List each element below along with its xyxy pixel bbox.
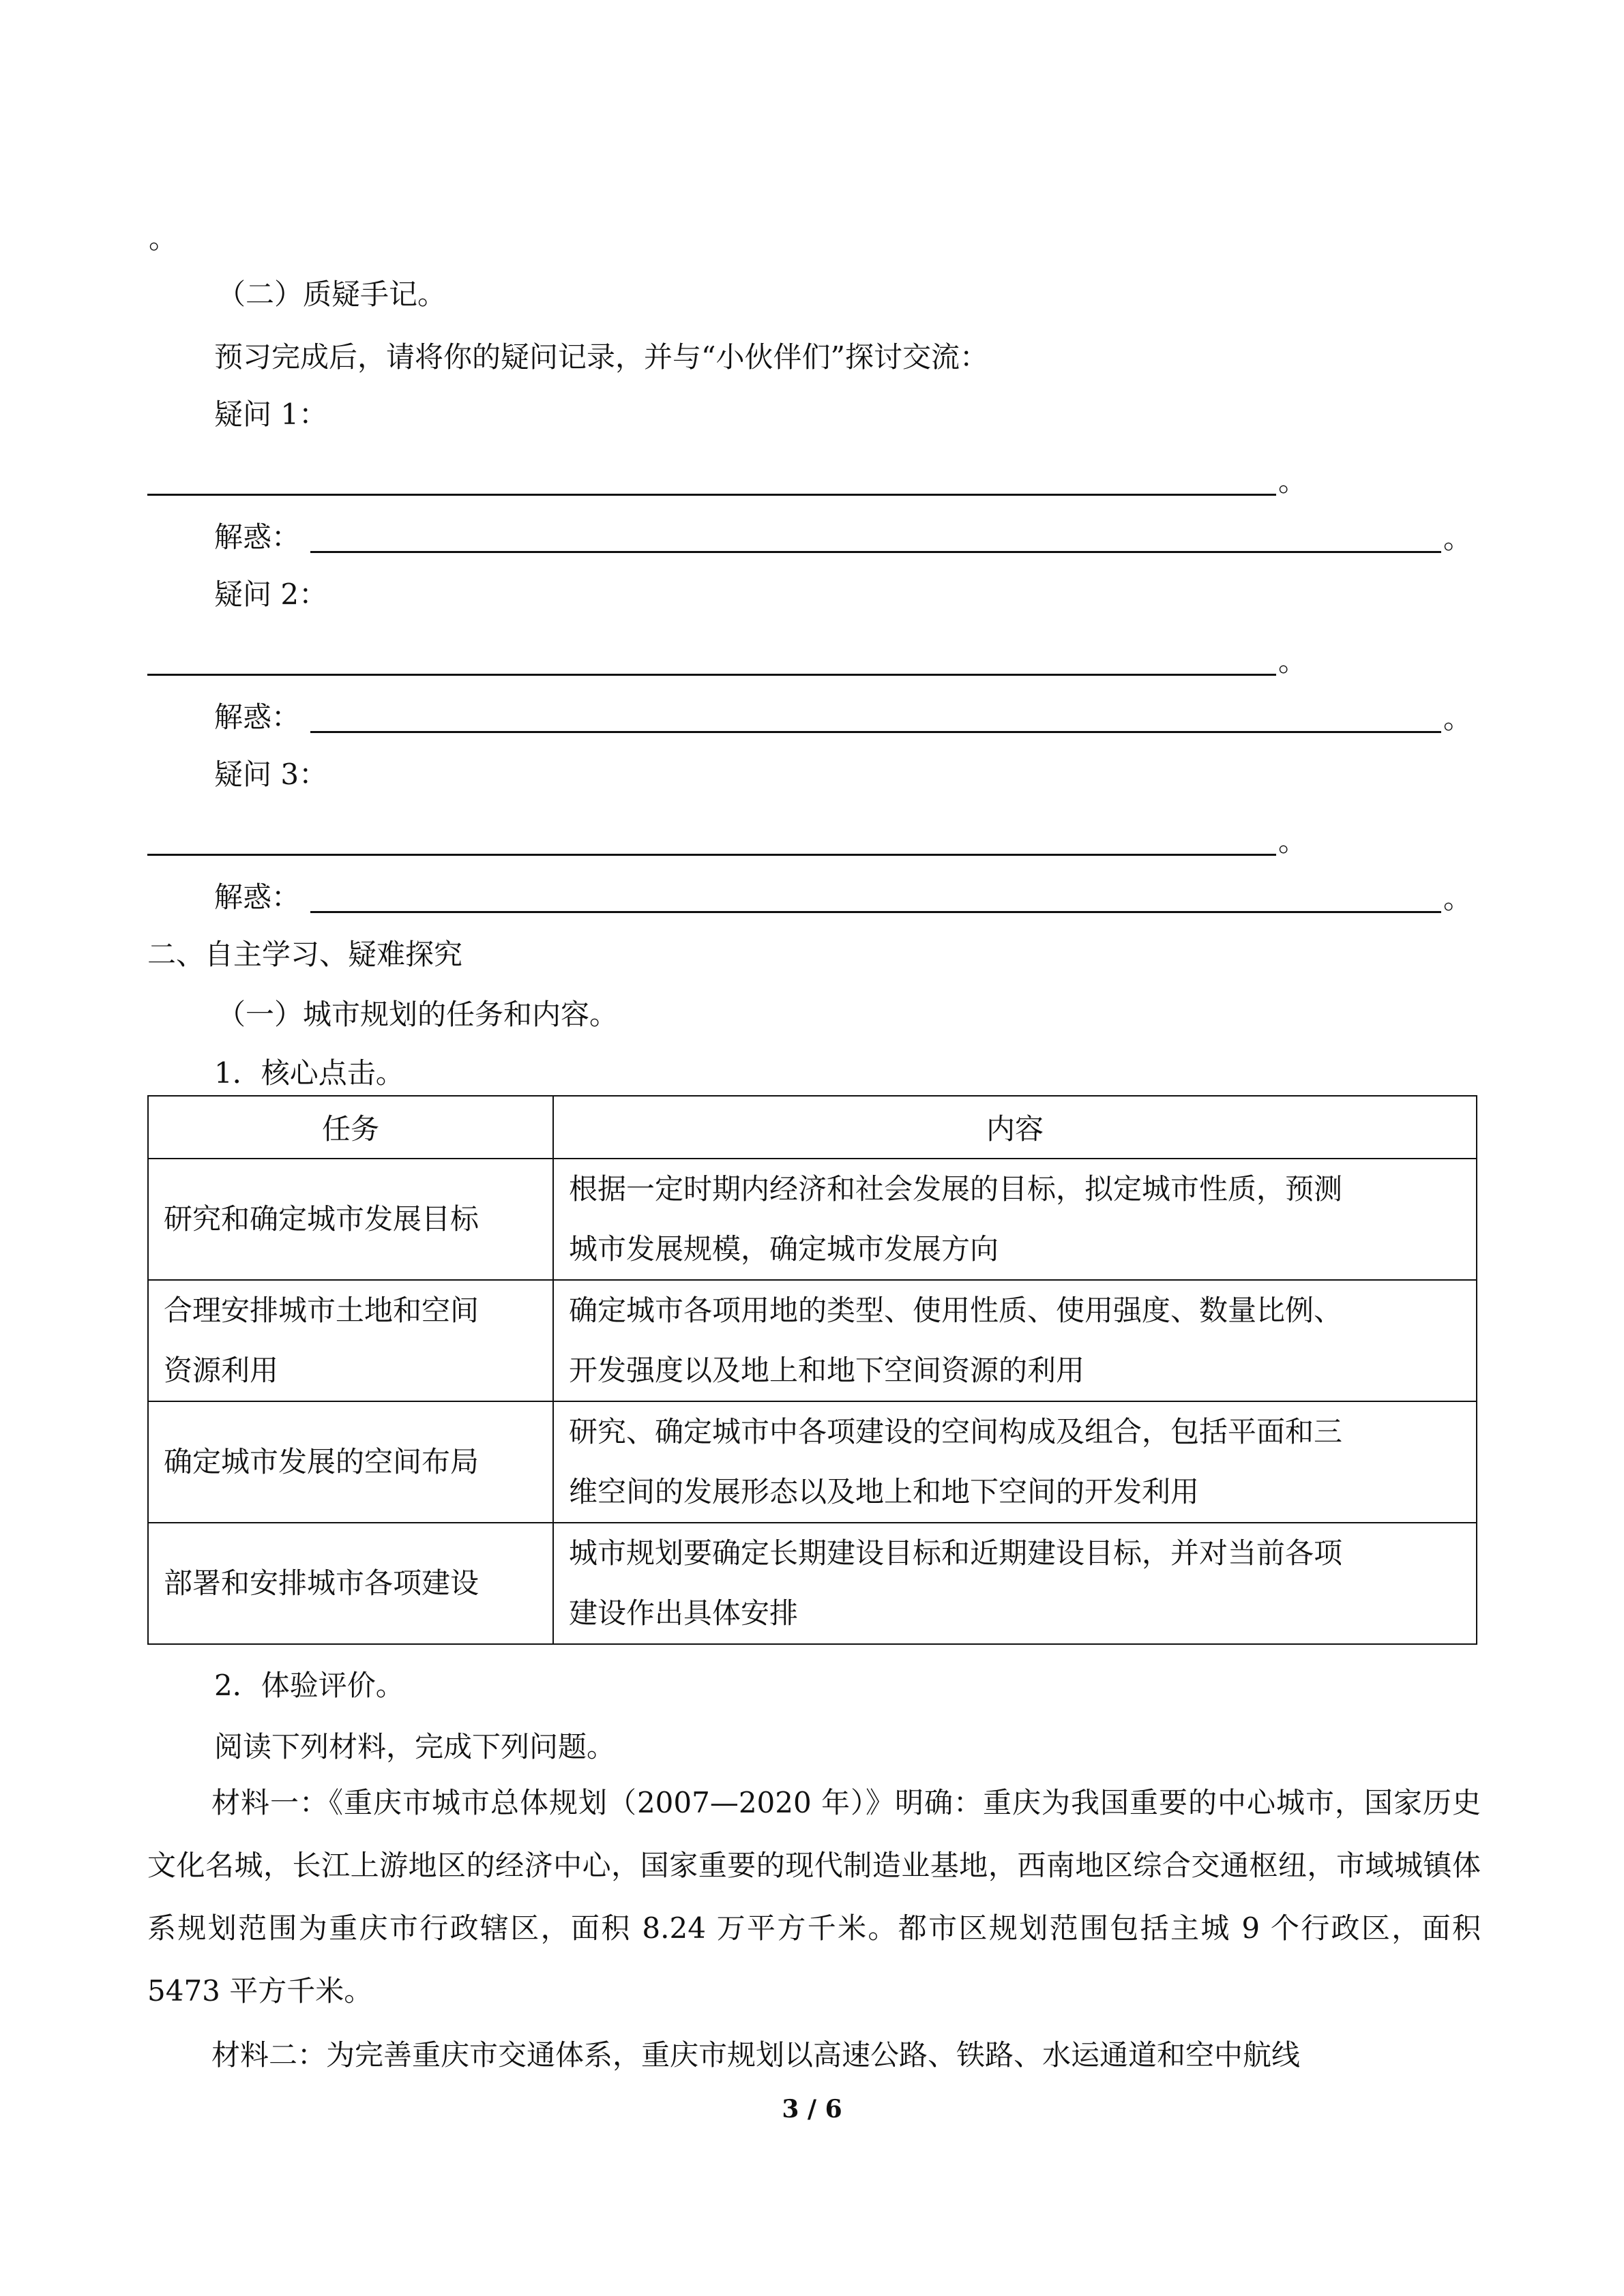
questions-instruction: 预习完成后，请将你的疑问记录，并与“小伙伴们”探讨交流： (214, 340, 988, 374)
item-1-heading: 1．核心点击。 (214, 1056, 404, 1090)
cell-line: 确定城市各项用地的类型、使用性质、使用强度、数量比例、 (569, 1294, 1343, 1327)
table-header-content: 内容 (553, 1096, 1477, 1159)
answer-2-blank[interactable] (310, 731, 1441, 733)
answer-2-end-mark: 。 (1443, 702, 1473, 735)
cell-line: 城市发展规模，确定城市发展方向 (569, 1232, 999, 1266)
table-cell-content (553, 1280, 1477, 1401)
material-1-paragraph: 材料一：《重庆市城市总体规划（2007—2020 年）》明确：重庆为我国重要的中心城市，国家历史文化名城，长江上游地区的经济中心，国家重要的现代制造业基地，西南地区综合交通枢纽，市域城镇体系规划范围为重庆市行政辖区，面积 8.24 万平方千米。都市区规划范围包括主城 9 个行政区，面积 5473 平方千米。 (147, 1786, 1481, 2008)
cell-line: 部署和安排城市各项建设 (164, 1566, 479, 1600)
question-1-blank[interactable] (147, 494, 1276, 496)
material-2-paragraph: 材料二：为完善重庆市交通体系，重庆市规划以高速公路、铁路、水运通道和空中航线 (211, 2038, 1301, 2072)
table-cell-task (148, 1401, 553, 1523)
table-cell-task (148, 1159, 553, 1280)
cell-line: 确定城市发展的空间布局 (164, 1445, 479, 1478)
answer-3-end-mark: 。 (1443, 882, 1473, 915)
leading-period: 。 (149, 222, 178, 255)
page-number: 3 / 6 (782, 2095, 842, 2123)
question-1-end-mark: 。 (1278, 464, 1308, 498)
core-points-table (147, 1095, 1477, 1645)
table-row (148, 1159, 1477, 1280)
cell-line: 维空间的发展形态以及地上和地下空间的开发利用 (569, 1475, 1200, 1508)
section-heading-questions: （二）质疑手记。 (217, 278, 447, 311)
cell-line: 城市规划要确定长期建设目标和近期建设目标，并对当前各项 (569, 1536, 1343, 1570)
question-3-blank[interactable] (147, 854, 1276, 856)
table-header-task: 任务 (148, 1096, 553, 1159)
cell-line: 建设作出具体安排 (569, 1596, 799, 1630)
table-cell-content (553, 1401, 1477, 1523)
answer-3-blank[interactable] (310, 911, 1441, 913)
item-2-heading: 2．体验评价。 (214, 1669, 404, 1702)
table-row (148, 1280, 1477, 1401)
table-row (148, 1401, 1477, 1523)
answer-2-label: 解惑： (214, 700, 301, 734)
answer-1-blank[interactable] (310, 551, 1441, 553)
question-3-label: 疑问 3： (214, 758, 328, 791)
table-cell-content (553, 1523, 1477, 1644)
cell-line: 合理安排城市土地和空间 (164, 1294, 479, 1327)
table-row (148, 1523, 1477, 1644)
section-2-subheading: （一）城市规划的任务和内容。 (217, 998, 619, 1031)
table-cell-task (148, 1523, 553, 1644)
question-2-label: 疑问 2： (214, 578, 328, 611)
table-cell-task (148, 1280, 553, 1401)
cell-line: 开发强度以及地上和地下空间资源的利用 (569, 1354, 1085, 1387)
cell-line: 资源利用 (164, 1354, 279, 1387)
answer-3-label: 解惑： (214, 880, 301, 914)
question-1-label: 疑问 1： (214, 398, 328, 431)
question-2-blank[interactable] (147, 674, 1276, 676)
section-2-heading: 二、自主学习、疑难探究 (147, 938, 463, 971)
question-3-end-mark: 。 (1278, 824, 1308, 858)
cell-line: 根据一定时期内经济和社会发展的目标，拟定城市性质，预测 (569, 1172, 1343, 1206)
table-header-row (148, 1096, 1477, 1159)
table-cell-content (553, 1159, 1477, 1280)
reading-instruction: 阅读下列材料，完成下列问题。 (214, 1730, 616, 1763)
question-2-end-mark: 。 (1278, 644, 1308, 678)
answer-1-label: 解惑： (214, 520, 301, 554)
answer-1-end-mark: 。 (1443, 522, 1473, 555)
cell-line: 研究和确定城市发展目标 (164, 1202, 479, 1236)
cell-line: 研究、确定城市中各项建设的空间构成及组合，包括平面和三 (569, 1415, 1343, 1448)
